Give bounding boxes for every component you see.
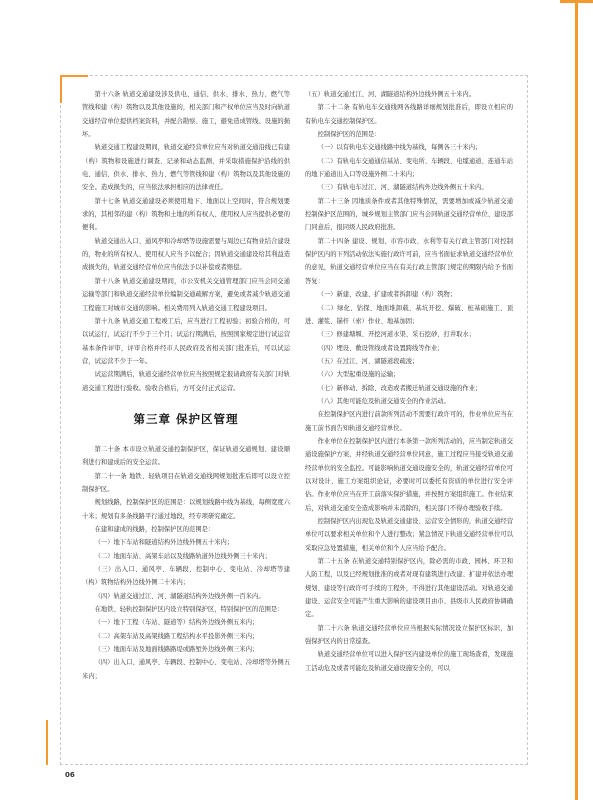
list-item: （二）地面车站、高架车站以及线路轨道外边线外侧三十米内； xyxy=(94,552,271,560)
edge-accent-bar xyxy=(575,0,578,800)
corner-accent xyxy=(60,75,88,77)
paragraph: 在控制保护区内进行前款所列活动不需要行政许可的，作业单位应当在施工前书面告知轨道交通经营单位。 xyxy=(305,411,513,432)
list-item: （二）有轨电车交通通信基站、变电所、车辆段、电缆通道、连通车站的地下通道出入口等设施外侧二十米内； xyxy=(305,157,513,179)
paragraph: 作业单位在控制保护区内进行本条第一款所列活动的，应当制定轨道交通设施保护方案，并经轨道交通经营单位同意，施工过程应当接受轨道交通经营单位的安全监控。可能影响轨道交通设施安全的，轨道交通经营单位可以对设计、施工方案组织论证，必要时可以委托有资质的单位进行安全评估。作业单位应当在开工前落实保护措施，并按照方案组织施工。作业结束后，对轨道交通安全造成影响并未消除的，相关部门不得办理验收手续。 xyxy=(305,437,513,512)
paragraph: 第十六条 轨道交通建设涉及供电、通信、供水、排水、热力、燃气等管线和建（构）筑物以及其他设施的，相关部门和产权单位应当及时向轨道交通经营单位提供档案资料，并配合勘察、施工，避免造成管线、设施的损坏。 xyxy=(82,91,290,139)
list-item: （一）地下工程（车站、隧道等）结构外边线外侧五米内； xyxy=(94,619,259,627)
paragraph: 第二十四条 建设、规划、市容市政、水利等有关行政主管部门对控制保护区内的下列活动依法实施行政许可前，应当书面征求轨道交通经营单位的意见，轨道交通经营单位应当在有关行政主管部门规定的期限内给予书面答复： xyxy=(305,237,513,285)
list-item: （一）以有轨电车交通线路中线为基线，每侧各三十米内； xyxy=(317,144,482,152)
paragraph: 第二十六条 轨道交通经营单位应当根据实际情况设立保护区标识，加强保护区内的日常巡查。 xyxy=(305,624,513,646)
list-item: （六）大型起重设施的运输； xyxy=(317,371,400,379)
page-number: 06 xyxy=(65,771,75,779)
list-item: （四）出入口、通风亭、车辆段、控制中心、变电站、冷却塔等外侧五米内； xyxy=(82,659,290,680)
list-item: （三）地面车站及地面线路路堤或路堑外边线外侧三米内； xyxy=(94,646,259,654)
list-item: （三）有轨电车过江、河、湖隧道结构外边线外侧五十米内。 xyxy=(317,184,488,192)
paragraph: 控制保护区内出现危及轨道交通建设、运营安全情形的，轨道交通经营单位可以要求相关单位和个人进行整改；紧急情况下轨道交通经营单位可以采取应急处置措施，相关单位和个人应当给予配合。 xyxy=(305,518,513,552)
paragraph: 第二十三条 因地质条件或者其他特殊情况，需要增加或减少轨道交通控制保护区范围的，城乡规划主管部门应当会同轨道交通经营单位、建设部门同意后，报同级人民政府批准。 xyxy=(305,197,513,232)
list-item: （四）轨道交通过江、河、湖隧道结构外边线外侧一百米内。 xyxy=(94,592,265,600)
chapter-title: 第三章 保护区管理 xyxy=(133,411,239,426)
list-item: （一）地下车站和隧道结构外边线外侧五十米内； xyxy=(94,539,234,547)
paragraph: 轨道交通经营单位可以进入保护区内建设单位的施工现场查看，发现施工活动危及或者可能危及轨道交通设施安全的，可以 xyxy=(305,651,513,672)
list-item: （八）其他可能危及轨道交通安全的作业活动。 xyxy=(317,397,450,405)
list-item: （一）新建、改建、扩建或者拆卸建（构）筑物； xyxy=(317,291,457,299)
paragraph: （五）轨道交通过江、河、湖隧道结构外边线外侧五十米内。 xyxy=(305,91,476,98)
paragraph: 第二十一条 地铁、轻轨项目在轨道交通线网规划批准后即可以设立控制保护区。 xyxy=(82,472,290,493)
list-item: （五）在过江、河、湖隧道段疏浚； xyxy=(317,357,419,365)
list-item: （二）绿化、钻探、地面堆卸载、基坑开挖、爆破、桩基础施工、顶进、灌浆、锚杆（索）作业、地基加固； xyxy=(305,304,513,325)
right-column xyxy=(305,88,513,675)
paragraph: 在地铁、轻轨控制保护区内设立特别保护区，特别保护区的范围是： xyxy=(94,606,284,614)
paragraph: 第二十二条 有轨电车交通线网各线路详细规划批准后，即设立相应的有轨电车交通控制保护区。 xyxy=(305,104,513,125)
list-item: （三）出入口、通风亭、车辆段、控制中心、变电站、冷却塔等建（构）筑物结构外边线外侧二十米内； xyxy=(82,566,290,587)
paragraph: 第二十条 本市设立轨道交通控制保护区，保证轨道交通规划、建设顺利进行和建成后的安全运营。 xyxy=(82,445,290,467)
paragraph: 在建和建成的线路，控制保护区的范围是： xyxy=(94,525,215,533)
list-item: （二）高架车站及高架线路工程结构水平投影外侧三米内； xyxy=(94,632,259,640)
list-item: （四）埋设、敷设管线或者设置跨线等作业； xyxy=(317,344,444,352)
left-column xyxy=(82,88,290,683)
paragraph: 第二十五条 在轨道交通特别保护区内，除必需的市政、园林、环卫和人防工程，以及已经规划批准的或者对现有建筑进行改建、扩建并依法办理规划、建设等行政许可手续的工程外，不得进行其他建设活动。对轨道交通建设、运营安全可能产生重大影响的建设项目由市、县级市人民政府协调确定。 xyxy=(305,558,513,619)
edge-accent-bar xyxy=(560,0,593,3)
paragraph: 第十八条 轨道交通建设期间，市公安机关交通管理部门应当会同交通运输等部门和轨道交通经营单位编制交通疏解方案，避免或者减少轨道交通工程施工对城市交通的影响。相关费用列入轨道交通工程建设项目。 xyxy=(82,277,290,312)
paragraph: 第十七条 轨道交通建设必须使用地下、地面以上空间时，符合规划要求的，其相邻的建（构）筑物和土地的所有权人、使用权人应当提供必要的便利。 xyxy=(82,197,290,232)
paragraph: 第十九条 轨道交通工程竣工后，应当进行工程初验；初验合格的，可以试运行，试运行不少于三个月；试运行期满后，按照国家规定进行试运营基本条件评审，评审合格并经市人民政府及省相关部门批准后，可以试运营，试运营不少于一年。 xyxy=(82,317,290,365)
corner-accent xyxy=(60,75,62,103)
list-item: （七）新移动、拆除、改造或者搬迁轨道交通设施的作业； xyxy=(317,384,482,392)
paragraph: 轨道交通出入口、通风亭和冷却塔等设施需要与周边已有物业结合建设的，物业的所有权人、使用权人应当予以配合；因轨道交通建设给其利益造成损失的，轨道交通经营单位应当依法予以补偿或者赔偿。 xyxy=(82,237,290,272)
paragraph: 控制保护区的范围是： xyxy=(317,131,381,139)
paragraph: 试运营期满后，轨道交通经营单位应当按照规定报请政府有关部门对轨道交通工程进行验收。验收合格后，方可交付正式运营。 xyxy=(82,371,290,392)
list-item: （三）修建塘堰、开挖河道水渠、采石挖砂、打井取水； xyxy=(317,331,476,339)
paragraph: 轨道交通工程建设期间，轨道交通经营单位应当对轨道交通沿线已有建（构）筑物和设施进行调查、记录和动态监测，并采取措施保护沿线的供电、通信、供水、排水、热力、燃气等管线和建（构）筑物以及其他设施的安全。造成损失的，应当依法承担相应的法律责任。 xyxy=(82,144,290,192)
paragraph: 规划线路，控制保护区的范围是：以规划线路中线为基线，每侧宽度六十米；规划有多条线路平行通过地段，经专项研究确定。 xyxy=(82,499,290,520)
corner-accent xyxy=(46,720,48,765)
